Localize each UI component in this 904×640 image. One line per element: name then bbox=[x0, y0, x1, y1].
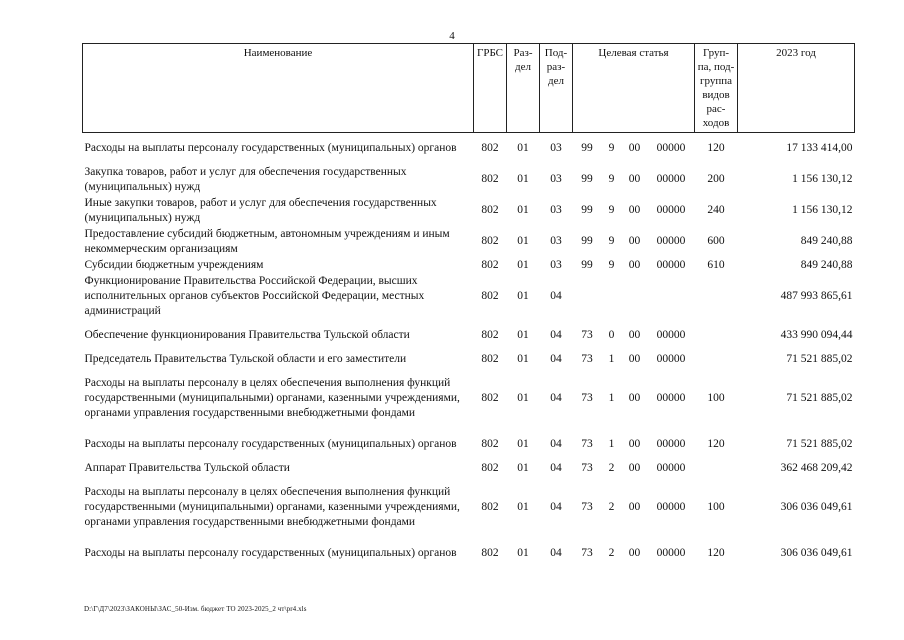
cell-razdel: 01 bbox=[517, 500, 529, 513]
table-row bbox=[83, 460, 855, 476]
cell-amount-2023: 71 521 885,02 bbox=[786, 438, 853, 450]
cell-name: Субсидии бюджетным учреждениям bbox=[84, 258, 264, 271]
cell-tselevaya-2: 2 bbox=[608, 547, 615, 559]
cell-podrazdel: 03 bbox=[550, 173, 562, 185]
table-header-row bbox=[83, 44, 855, 133]
cell-tselevaya-3: 00 bbox=[628, 258, 641, 271]
cell-tselevaya-1: 73 bbox=[581, 352, 593, 365]
cell-vid-rashodov: 600 bbox=[707, 235, 725, 247]
table-row bbox=[83, 367, 855, 429]
table-row bbox=[83, 257, 855, 273]
cell-vid-rashodov: 100 bbox=[707, 391, 725, 404]
cell-tselevaya-3: 00 bbox=[628, 438, 641, 450]
cell-tselevaya-3: 00 bbox=[628, 352, 641, 365]
cell-amount-2023: 487 993 865,61 bbox=[780, 290, 853, 302]
cell-tselevaya-4: 00000 bbox=[656, 461, 686, 474]
cell-podrazdel: 04 bbox=[550, 391, 562, 404]
cell-tselevaya-1: 99 bbox=[581, 204, 593, 216]
cell-name: Предоставление субсидий бюджетным, автономным учреждениям и иным некоммерческим организациям bbox=[84, 227, 450, 255]
cell-grbs: 802 bbox=[481, 352, 499, 365]
cell-razdel: 01 bbox=[517, 438, 529, 450]
cell-podrazdel: 04 bbox=[550, 352, 562, 365]
cell-tselevaya-3: 00 bbox=[628, 204, 641, 216]
cell-amount-2023: 849 240,88 bbox=[800, 235, 853, 247]
cell-tselevaya-1: 99 bbox=[581, 235, 593, 247]
cell-amount-2023: 71 521 885,02 bbox=[786, 352, 853, 365]
header-razdel: Раз- дел bbox=[507, 44, 540, 133]
cell-vid-rashodov bbox=[695, 320, 738, 351]
table-row bbox=[83, 273, 855, 320]
cell-tselevaya-3: 00 bbox=[628, 500, 641, 513]
cell-tselevaya-3: 00 bbox=[628, 142, 641, 154]
cell-tselevaya-2: 9 bbox=[608, 204, 615, 216]
header-tselevaya-statya: Целевая статья bbox=[573, 44, 695, 133]
cell-razdel: 01 bbox=[517, 235, 529, 247]
cell-tselevaya-3: 00 bbox=[628, 461, 641, 474]
cell-razdel: 01 bbox=[517, 142, 529, 154]
cell-podrazdel: 04 bbox=[550, 461, 562, 474]
table-row bbox=[83, 320, 855, 351]
cell-podrazdel: 03 bbox=[550, 204, 562, 216]
cell-tselevaya-2: 2 bbox=[608, 461, 615, 474]
cell-tselevaya-2: 0 bbox=[608, 329, 615, 341]
cell-podrazdel: 03 bbox=[550, 142, 562, 154]
cell-podrazdel: 04 bbox=[550, 290, 562, 302]
cell-podrazdel: 04 bbox=[550, 329, 562, 341]
table-row bbox=[83, 164, 855, 195]
cell-name: Обеспечение функционирования Правительства Тульской области bbox=[84, 329, 410, 341]
cell-vid-rashodov: 120 bbox=[707, 438, 725, 450]
cell-amount-2023: 362 468 209,42 bbox=[780, 461, 853, 474]
cell-tselevaya-2: 1 bbox=[608, 352, 615, 365]
cell-name: Расходы на выплаты персоналу государственных (муниципальных) органов bbox=[84, 438, 457, 450]
cell-razdel: 01 bbox=[517, 173, 529, 185]
cell-name: Функционирование Правительства Российской Федерации, высших исполнительных органов субъектов Российской Федерации, местных администраций bbox=[84, 275, 425, 317]
cell-tselevaya-4: 00000 bbox=[656, 352, 686, 365]
cell-tselevaya-2: 1 bbox=[608, 391, 615, 404]
header-year: 2023 год bbox=[738, 44, 855, 133]
cell-tselevaya-4: 00000 bbox=[656, 204, 686, 216]
cell-amount-2023: 849 240,88 bbox=[800, 258, 853, 271]
table-row bbox=[83, 133, 855, 165]
cell-name: Аппарат Правительства Тульской области bbox=[84, 461, 290, 474]
cell-tselevaya-2 bbox=[602, 273, 622, 320]
cell-amount-2023: 433 990 094,44 bbox=[780, 329, 853, 341]
cell-name: Расходы на выплаты персоналу государственных (муниципальных) органов bbox=[84, 142, 457, 154]
cell-tselevaya-1 bbox=[573, 273, 602, 320]
cell-tselevaya-4: 00000 bbox=[656, 142, 686, 154]
cell-tselevaya-1: 73 bbox=[581, 461, 593, 474]
cell-tselevaya-2: 2 bbox=[608, 500, 615, 513]
cell-tselevaya-1: 73 bbox=[581, 547, 593, 559]
cell-grbs: 802 bbox=[481, 329, 499, 341]
cell-podrazdel: 04 bbox=[550, 500, 562, 513]
cell-amount-2023: 71 521 885,02 bbox=[786, 391, 853, 404]
cell-razdel: 01 bbox=[517, 461, 529, 474]
cell-tselevaya-1: 73 bbox=[581, 329, 593, 341]
cell-grbs: 802 bbox=[481, 547, 499, 559]
cell-razdel: 01 bbox=[517, 204, 529, 216]
page-number: 4 bbox=[449, 30, 455, 42]
cell-grbs: 802 bbox=[481, 235, 499, 247]
cell-amount-2023: 306 036 049,61 bbox=[780, 547, 853, 559]
cell-tselevaya-4: 00000 bbox=[656, 391, 686, 404]
cell-name: Расходы на выплаты персоналу в целях обеспечения выполнения функций государственными (муниципальными) органами, казенными учреждениями, органами управления государственными внебюджетными фондами bbox=[84, 376, 460, 419]
cell-vid-rashodov: 100 bbox=[707, 500, 725, 513]
cell-amount-2023: 1 156 130,12 bbox=[792, 173, 853, 185]
cell-name: Председатель Правительства Тульской области и его заместители bbox=[84, 352, 407, 365]
cell-tselevaya-3: 00 bbox=[628, 391, 641, 404]
cell-tselevaya-1: 99 bbox=[581, 173, 593, 185]
cell-vid-rashodov: 610 bbox=[707, 258, 725, 271]
cell-tselevaya-2: 1 bbox=[608, 438, 615, 450]
cell-tselevaya-4: 00000 bbox=[656, 258, 686, 271]
cell-tselevaya-1: 73 bbox=[581, 391, 593, 404]
cell-tselevaya-1: 73 bbox=[581, 438, 593, 450]
cell-grbs: 802 bbox=[481, 438, 499, 450]
cell-amount-2023: 1 156 130,12 bbox=[792, 204, 853, 216]
table-row bbox=[83, 351, 855, 367]
cell-podrazdel: 04 bbox=[550, 438, 562, 450]
cell-vid-rashodov bbox=[695, 460, 738, 476]
cell-vid-rashodov: 200 bbox=[707, 173, 725, 185]
cell-tselevaya-2: 9 bbox=[608, 173, 615, 185]
cell-grbs: 802 bbox=[481, 500, 499, 513]
table-row bbox=[83, 195, 855, 226]
table-row bbox=[83, 538, 855, 569]
cell-podrazdel: 04 bbox=[550, 547, 562, 559]
cell-razdel: 01 bbox=[517, 290, 529, 302]
cell-tselevaya-4: 00000 bbox=[656, 329, 686, 341]
cell-name: Расходы на выплаты персоналу государственных (муниципальных) органов bbox=[84, 547, 457, 559]
header-gruppa-vidov-rashodov: Груп- па, под- группа видов рас- ходов bbox=[695, 44, 738, 133]
cell-amount-2023: 306 036 049,61 bbox=[780, 500, 853, 513]
header-name: Наименование bbox=[83, 44, 474, 133]
cell-grbs: 802 bbox=[481, 290, 499, 302]
cell-podrazdel: 03 bbox=[550, 235, 562, 247]
cell-vid-rashodov: 240 bbox=[707, 204, 725, 216]
cell-name: Иные закупки товаров, работ и услуг для обеспечения государственных (муниципальных) нужд bbox=[84, 196, 437, 224]
cell-grbs: 802 bbox=[481, 173, 499, 185]
cell-vid-rashodov bbox=[695, 273, 738, 320]
cell-grbs: 802 bbox=[481, 258, 499, 271]
cell-tselevaya-4: 00000 bbox=[656, 235, 686, 247]
cell-grbs: 802 bbox=[481, 142, 499, 154]
cell-tselevaya-4 bbox=[648, 273, 695, 320]
cell-tselevaya-2: 9 bbox=[608, 142, 615, 154]
budget-table bbox=[82, 43, 855, 569]
cell-tselevaya-3: 00 bbox=[628, 235, 641, 247]
table-row bbox=[83, 226, 855, 257]
cell-tselevaya-4: 00000 bbox=[656, 500, 686, 513]
header-podrazdel: Под- раз- дел bbox=[540, 44, 573, 133]
cell-name: Закупка товаров, работ и услуг для обеспечения государственных (муниципальных) нужд bbox=[84, 165, 407, 193]
cell-tselevaya-4: 00000 bbox=[656, 173, 686, 185]
cell-tselevaya-2: 9 bbox=[608, 258, 615, 271]
cell-tselevaya-1: 73 bbox=[581, 500, 593, 513]
cell-razdel: 01 bbox=[517, 391, 529, 404]
cell-razdel: 01 bbox=[517, 352, 529, 365]
cell-grbs: 802 bbox=[481, 204, 499, 216]
table-row bbox=[83, 429, 855, 460]
cell-grbs: 802 bbox=[481, 391, 499, 404]
cell-tselevaya-3: 00 bbox=[628, 547, 641, 559]
cell-vid-rashodov: 120 bbox=[707, 547, 725, 559]
cell-name: Расходы на выплаты персоналу в целях обеспечения выполнения функций государственными (муниципальными) органами, казенными учреждениями, органами управления государственными внебюджетными фондами bbox=[84, 485, 460, 528]
cell-tselevaya-3: 00 bbox=[628, 329, 641, 341]
table-row bbox=[83, 476, 855, 538]
cell-amount-2023: 17 133 414,00 bbox=[786, 142, 853, 154]
cell-tselevaya-4: 00000 bbox=[656, 547, 686, 559]
header-grbs: ГРБС bbox=[474, 44, 507, 133]
cell-tselevaya-3 bbox=[622, 273, 648, 320]
cell-tselevaya-3: 00 bbox=[628, 173, 641, 185]
cell-podrazdel: 03 bbox=[550, 258, 562, 271]
cell-tselevaya-1: 99 bbox=[581, 258, 593, 271]
cell-razdel: 01 bbox=[517, 258, 529, 271]
cell-tselevaya-1: 99 bbox=[581, 142, 593, 154]
cell-razdel: 01 bbox=[517, 329, 529, 341]
cell-grbs: 802 bbox=[481, 461, 499, 474]
cell-vid-rashodov bbox=[695, 351, 738, 367]
cell-tselevaya-2: 9 bbox=[608, 235, 615, 247]
cell-tselevaya-4: 00000 bbox=[656, 438, 686, 450]
footer-file-path: D:\Г\Д7\2023\ЗАКОНЫ\ЗАС_50-Изм. бюджет ТО 2023-2025_2 чт\pr4.xls bbox=[84, 605, 307, 613]
cell-razdel: 01 bbox=[517, 547, 529, 559]
cell-vid-rashodov: 120 bbox=[707, 142, 725, 154]
